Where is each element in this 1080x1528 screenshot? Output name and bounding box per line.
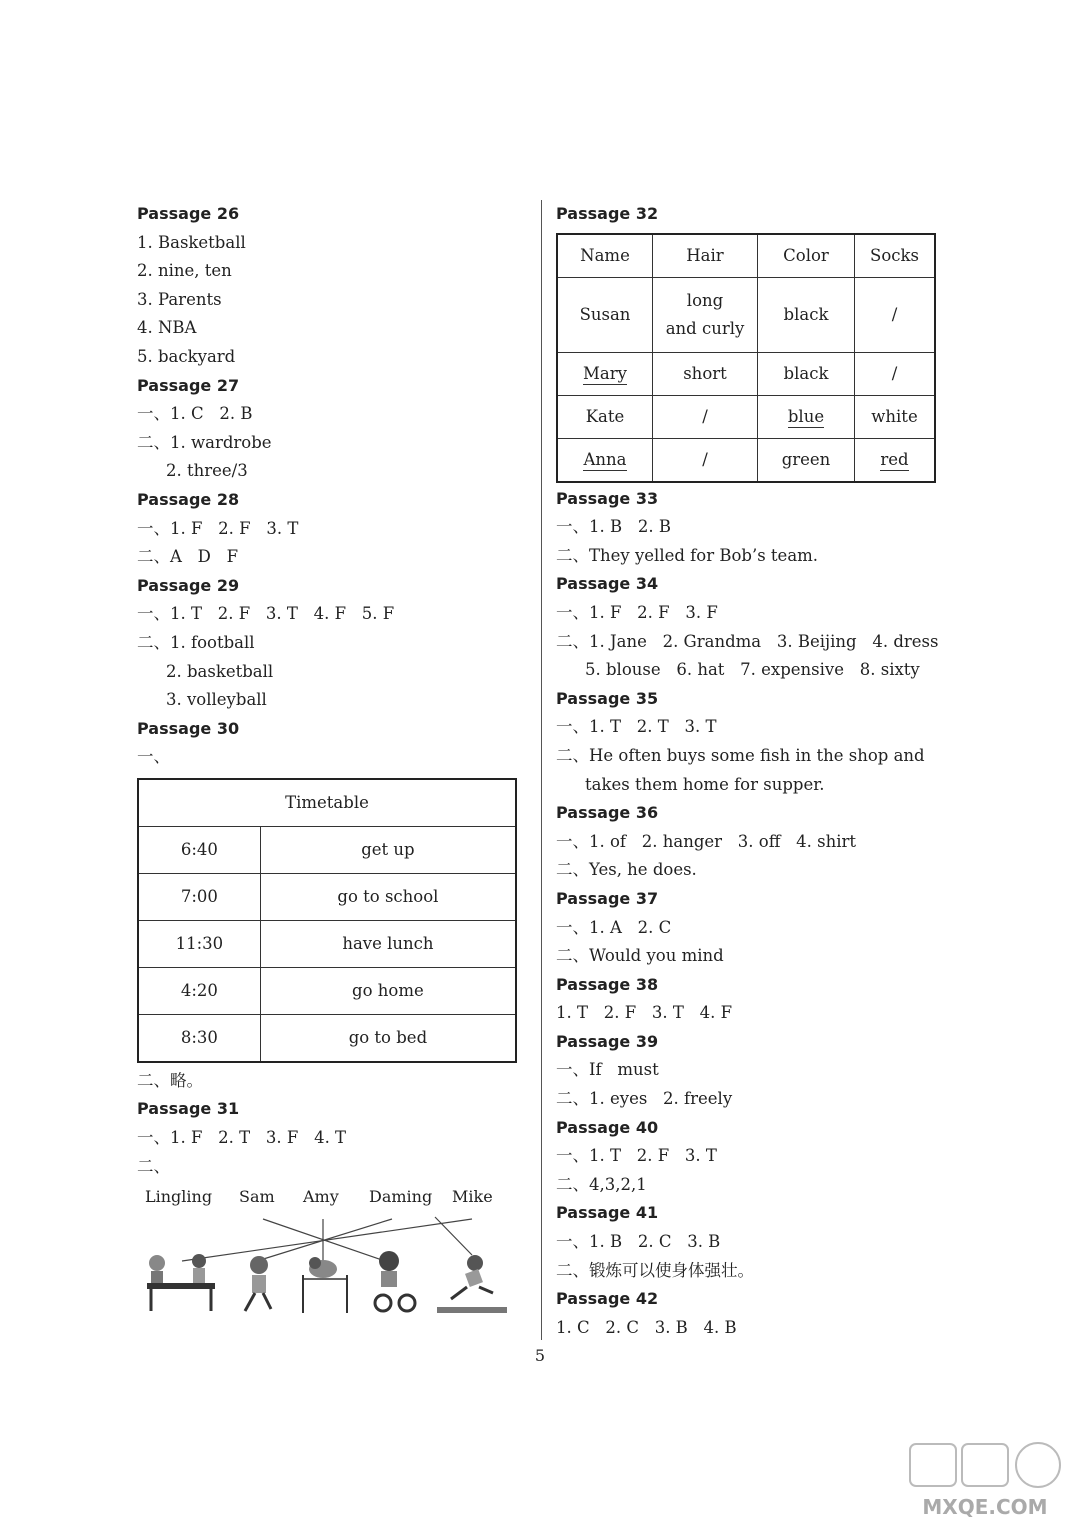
table-row <box>557 352 935 395</box>
answer-line: 二、A D F <box>137 547 239 567</box>
hair-line: and curly <box>665 318 745 338</box>
answer-line: 一、1. T 2. F 3. T <box>556 1146 717 1166</box>
hair-cell: / <box>653 438 758 482</box>
passage-32-title: Passage 32 <box>556 204 659 223</box>
table-row <box>557 395 935 438</box>
table-row <box>138 826 516 873</box>
answer-line: 二、He often buys some fish in the shop and <box>556 745 925 765</box>
answer-line: 一、1. C 2. B <box>137 404 253 424</box>
header-hair: Hair <box>653 234 758 278</box>
passage-34-title: Passage 34 <box>556 574 659 594</box>
answer-line: 一、1. B 2. B <box>556 517 671 537</box>
name-sam: Sam <box>239 1187 275 1207</box>
answer-line: 一、1. of 2. hanger 3. off 4. shirt <box>556 831 857 851</box>
high-jump-icon <box>303 1257 347 1313</box>
answer-line: 一、1. T 2. F 3. T 4. F 5. F <box>137 604 395 624</box>
socks-cell: / <box>855 352 936 395</box>
passage-35-title: Passage 35 <box>556 688 659 708</box>
passage-29-title: Passage 29 <box>137 575 240 595</box>
passage-42-title: Passage 42 <box>556 1289 659 1309</box>
name-mike: Mike <box>452 1187 493 1207</box>
answer-line: 1. T 2. F 3. T 4. F <box>556 1003 733 1023</box>
passage-31-title: Passage 31 <box>137 1099 240 1119</box>
answer-line: 二、Yes, he does. <box>556 860 697 880</box>
table-row <box>138 873 516 920</box>
hair-cell <box>653 277 758 352</box>
timetable <box>137 778 517 1063</box>
answer-line: 5. backyard <box>137 346 236 366</box>
answer-line: 一、1. F 2. T 3. F 4. T <box>137 1128 347 1148</box>
answer-line: 2. basketball <box>166 661 274 681</box>
answer-line: 一、If must <box>556 1060 659 1080</box>
name-cell: Susan <box>557 277 653 352</box>
activity-cell: go to school <box>260 873 516 920</box>
color-cell <box>758 395 855 438</box>
answer-line: 一、 <box>137 747 170 767</box>
socks-cell <box>855 438 936 482</box>
hair-cell: / <box>653 395 758 438</box>
underlined-answer: Mary <box>583 363 627 383</box>
answer-line: 3. Parents <box>137 289 222 309</box>
table-row <box>557 438 935 482</box>
right-column <box>556 200 946 1342</box>
passage-33-title: Passage 33 <box>556 488 659 508</box>
answer-line: takes them home for supper. <box>585 774 825 794</box>
watermark-text: MXQE.COM <box>922 1495 1048 1519</box>
answer-line: 1. Basketball <box>137 232 246 252</box>
page-number: 5 <box>534 1346 546 1365</box>
header-socks: Socks <box>855 234 936 278</box>
name-lingling: Lingling <box>145 1187 213 1207</box>
passage-39-title: Passage 39 <box>556 1031 659 1051</box>
passage-26-title: Passage 26 <box>137 204 240 223</box>
name-cell: Kate <box>557 395 653 438</box>
answer-line: 一、1. F 2. F 3. T <box>137 518 299 538</box>
answer-line: 3. volleyball <box>166 690 267 710</box>
passage-28-title: Passage 28 <box>137 489 240 509</box>
passage-27-title: Passage 27 <box>137 375 240 395</box>
hair-line: long <box>686 290 724 310</box>
answer-line: 一、1. T 2. T 3. T <box>556 717 717 737</box>
timetable-title: Timetable <box>138 779 516 827</box>
long-jump-icon <box>437 1255 507 1313</box>
watermark-logo <box>900 1440 1070 1520</box>
color-cell: black <box>758 352 855 395</box>
time-cell: 11:30 <box>138 920 260 967</box>
table-row <box>138 920 516 967</box>
clothing-table <box>556 233 936 483</box>
activity-cell: go home <box>260 967 516 1014</box>
underlined-answer: Anna <box>583 449 627 469</box>
passage-36-title: Passage 36 <box>556 803 659 823</box>
color-cell: black <box>758 277 855 352</box>
answer-line: 2. nine, ten <box>137 261 232 281</box>
answer-line: 二、1. Jane 2. Grandma 3. Beijing 4. dress <box>556 631 939 651</box>
time-cell: 6:40 <box>138 826 260 873</box>
time-cell: 4:20 <box>138 967 260 1014</box>
answer-line: 一、1. A 2. C <box>556 917 672 937</box>
activity-cell: have lunch <box>260 920 516 967</box>
time-cell: 8:30 <box>138 1014 260 1062</box>
answer-line: 二、4,3,2,1 <box>556 1174 647 1194</box>
runner-icon <box>245 1256 271 1311</box>
time-cell: 7:00 <box>138 873 260 920</box>
passage-40-title: Passage 40 <box>556 1117 659 1137</box>
name-cell <box>557 352 653 395</box>
socks-cell: white <box>855 395 936 438</box>
table-row <box>138 1014 516 1062</box>
left-column <box>137 200 527 1333</box>
answer-line: 1. C 2. C 3. B 4. B <box>556 1317 737 1337</box>
underlined-answer: blue <box>787 406 825 426</box>
table-row <box>138 967 516 1014</box>
cyclist-icon <box>375 1251 415 1311</box>
hair-cell: short <box>653 352 758 395</box>
name-amy: Amy <box>303 1187 339 1207</box>
answer-line: 4. NBA <box>137 318 197 338</box>
table-header-row <box>557 234 935 278</box>
matching-exercise <box>137 1183 517 1333</box>
answer-line: 2. three/3 <box>166 461 248 481</box>
matching-illustration <box>137 1183 517 1333</box>
activity-cell: get up <box>260 826 516 873</box>
answer-line: 二、 <box>137 1156 170 1176</box>
answer-line: 二、They yelled for Bob’s team. <box>556 545 819 565</box>
answer-line: 一、1. B 2. C 3. B <box>556 1232 721 1252</box>
table-row <box>557 277 935 352</box>
passage-41-title: Passage 41 <box>556 1203 659 1223</box>
answer-line: 二、1. eyes 2. freely <box>556 1089 733 1109</box>
answer-line: 二、Would you mind <box>556 946 724 966</box>
underlined-answer: red <box>880 449 909 469</box>
name-daming: Daming <box>369 1187 433 1207</box>
activity-cell: go to bed <box>260 1014 516 1062</box>
color-cell: green <box>758 438 855 482</box>
header-name: Name <box>557 234 653 278</box>
passage-37-title: Passage 37 <box>556 888 659 908</box>
passage-30-title: Passage 30 <box>137 718 240 738</box>
answer-line: 一、1. F 2. F 3. F <box>556 602 718 622</box>
passage-38-title: Passage 38 <box>556 974 659 994</box>
answer-line: 5. blouse 6. hat 7. expensive 8. sixty <box>585 660 920 680</box>
column-divider <box>541 200 542 1340</box>
answer-line: 二、1. wardrobe <box>137 432 272 452</box>
table-tennis-icon <box>147 1254 215 1311</box>
header-color: Color <box>758 234 855 278</box>
answer-line: 二、略。 <box>137 1070 203 1090</box>
socks-cell: / <box>855 277 936 352</box>
answer-line: 二、锻炼可以使身体强壮。 <box>556 1260 754 1280</box>
answer-line: 二、1. football <box>137 632 255 652</box>
name-cell <box>557 438 653 482</box>
